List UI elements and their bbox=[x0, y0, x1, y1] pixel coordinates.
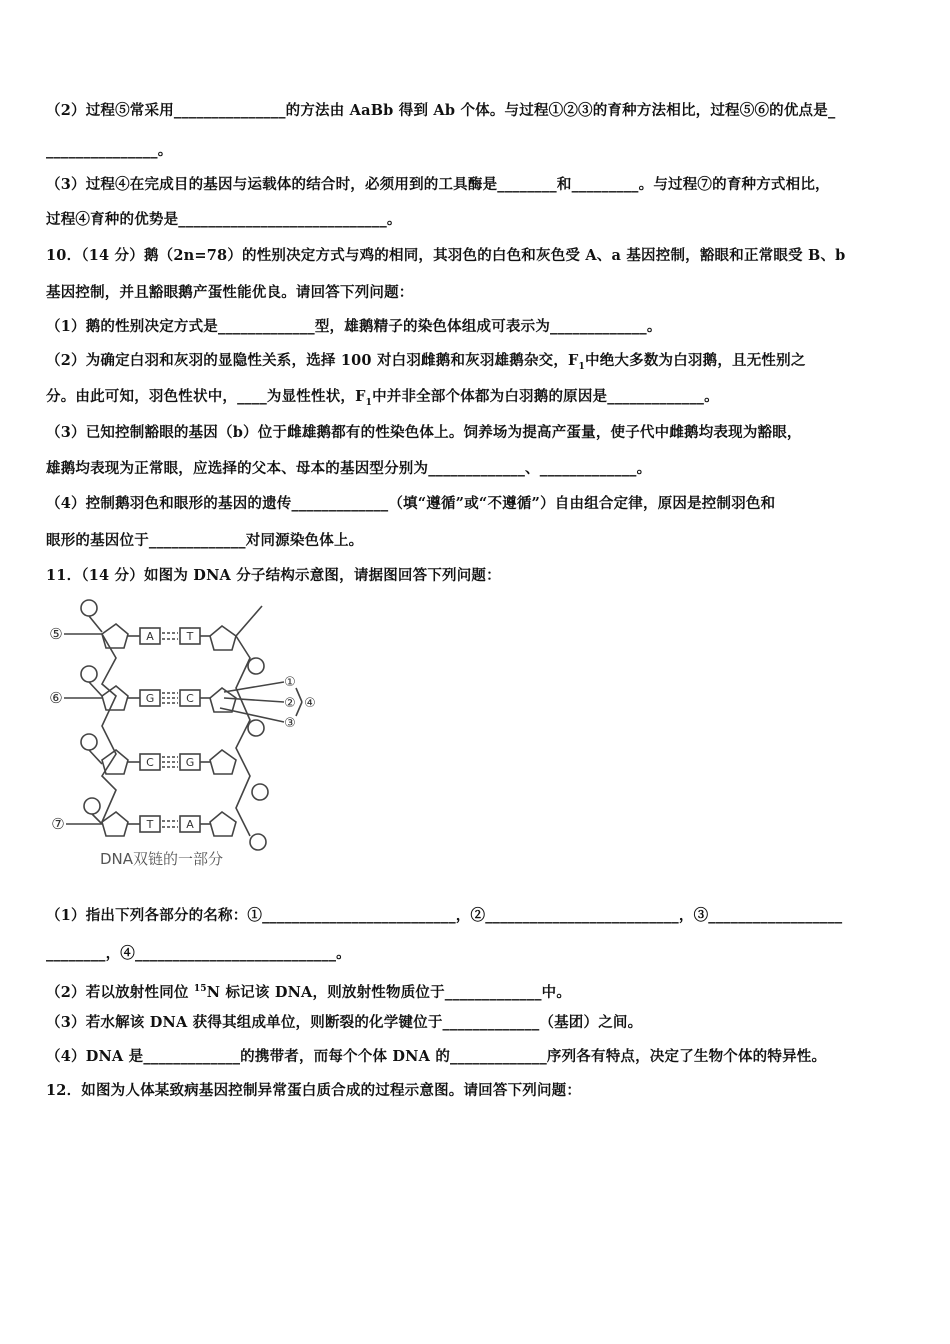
label-5: ⑤ bbox=[49, 625, 63, 643]
figure-caption: DNA双链的一部分 bbox=[100, 850, 224, 868]
q11-part4: （4）DNA 是_____________的携带者，而每个个体 DNA 的_____________序列各有特点，决定了生物个体的特异性。 bbox=[46, 1048, 827, 1065]
q10-part2-text-b: 中绝大多数为白羽鹅，且无性别之 bbox=[585, 352, 806, 369]
q10-part2-text-d: 中并非全部个体都为白羽鹅的原因是_____________。 bbox=[372, 388, 719, 405]
q11-part1-line2: ________，④___________________________。 bbox=[46, 945, 351, 962]
label-3: ③ bbox=[284, 716, 296, 731]
q10-part3-line2: 雄鹅均表现为正常眼，应选择的父本、母本的基因型分别为_____________、_____________。 bbox=[46, 460, 652, 477]
q9-part2-line1: （2）过程⑤常采用_______________的方法由 AaBb 得到 Ab 个体。与过程①②③的育种方法相比，过程⑤⑥的优点是_ bbox=[46, 102, 836, 119]
q10-part2-line1 bbox=[46, 351, 910, 377]
base-right-1: T bbox=[186, 630, 194, 643]
q10-part2-text-a: （2）为确定白羽和灰羽的显隐性关系，选择 100 对白羽雌鹅和灰羽雄鹅杂交，F bbox=[46, 352, 579, 369]
q11-part1-line1: （1）指出下列各部分的名称：①__________________________，②__________________________，③__________________ bbox=[46, 907, 843, 924]
base-right-3: G bbox=[185, 756, 195, 769]
base-right-2: C bbox=[186, 692, 194, 705]
q10-part2-line2 bbox=[46, 387, 910, 413]
label-1: ① bbox=[284, 675, 296, 690]
dna-structure-figure bbox=[44, 596, 334, 874]
q11-part2 bbox=[46, 979, 910, 1003]
q10-part4-line2: 眼形的基因位于_____________对同源染色体上。 bbox=[46, 532, 364, 549]
n15-superscript: 15 bbox=[193, 984, 207, 994]
q11-part3: （3）若水解该 DNA 获得其组成单位，则断裂的化学键位于_____________（基团）之间。 bbox=[46, 1014, 643, 1031]
base-right-4: A bbox=[186, 818, 194, 831]
f1-subscript-2: 1 bbox=[365, 397, 373, 408]
q9-part3-line2: 过程④育种的优势是____________________________。 bbox=[46, 211, 402, 228]
q9-part3-line1: （3）过程④在完成目的基因与运载体的结合时，必须用到的工具酶是________和_________。与过程⑦的育种方式相比， bbox=[46, 176, 830, 193]
q10-part4-line1: （4）控制鹅羽色和眼形的基因的遗传_____________（填“遵循”或“不遵循”）自由组合定律，原因是控制羽色和 bbox=[46, 495, 776, 512]
label-2: ② bbox=[284, 696, 296, 711]
q11-part2-text-b: N 标记该 DNA，则放射性物质位于_____________中。 bbox=[206, 983, 572, 1001]
q10-stem-line2: 基因控制，并且豁眼鹅产蛋性能优良。请回答下列问题： bbox=[46, 284, 414, 301]
base-left-2: G bbox=[145, 692, 155, 705]
q10-stem-line1: 10．（14 分）鹅（2n=78）的性别决定方式与鸡的相同，其羽色的白色和灰色受 A、a 基因控制，豁眼和正常眼受 B、b bbox=[46, 247, 846, 264]
q11-part2-text-a: （2）若以放射性同位 bbox=[46, 983, 194, 1001]
q10-part3-line1: （3）已知控制豁眼的基因（b）位于雌雄鹅都有的性染色体上。饲养场为提高产蛋量，使子代中雌鹅均表现为豁眼， bbox=[46, 424, 802, 441]
base-left-1: A bbox=[146, 630, 154, 643]
f1-subscript: 1 bbox=[578, 361, 586, 372]
label-6: ⑥ bbox=[49, 689, 63, 707]
label-4: ④ bbox=[304, 696, 316, 711]
q12-stem: 12．如图为人体某致病基因控制异常蛋白质合成的过程示意图。请回答下列问题： bbox=[46, 1082, 582, 1099]
q10-part2-text-c: 分。由此可知，羽色性状中，____为显性性状，F bbox=[46, 388, 366, 405]
base-left-4: T bbox=[146, 818, 154, 831]
q11-stem: 11．（14 分）如图为 DNA 分子结构示意图，请据图回答下列问题： bbox=[46, 567, 501, 584]
base-left-3: C bbox=[146, 756, 154, 769]
label-7: ⑦ bbox=[51, 815, 65, 833]
q10-part1: （1）鹅的性别决定方式是_____________型，雄鹅精子的染色体组成可表示为_____________。 bbox=[46, 318, 662, 335]
q9-part2-line2: _______________。 bbox=[46, 142, 173, 159]
